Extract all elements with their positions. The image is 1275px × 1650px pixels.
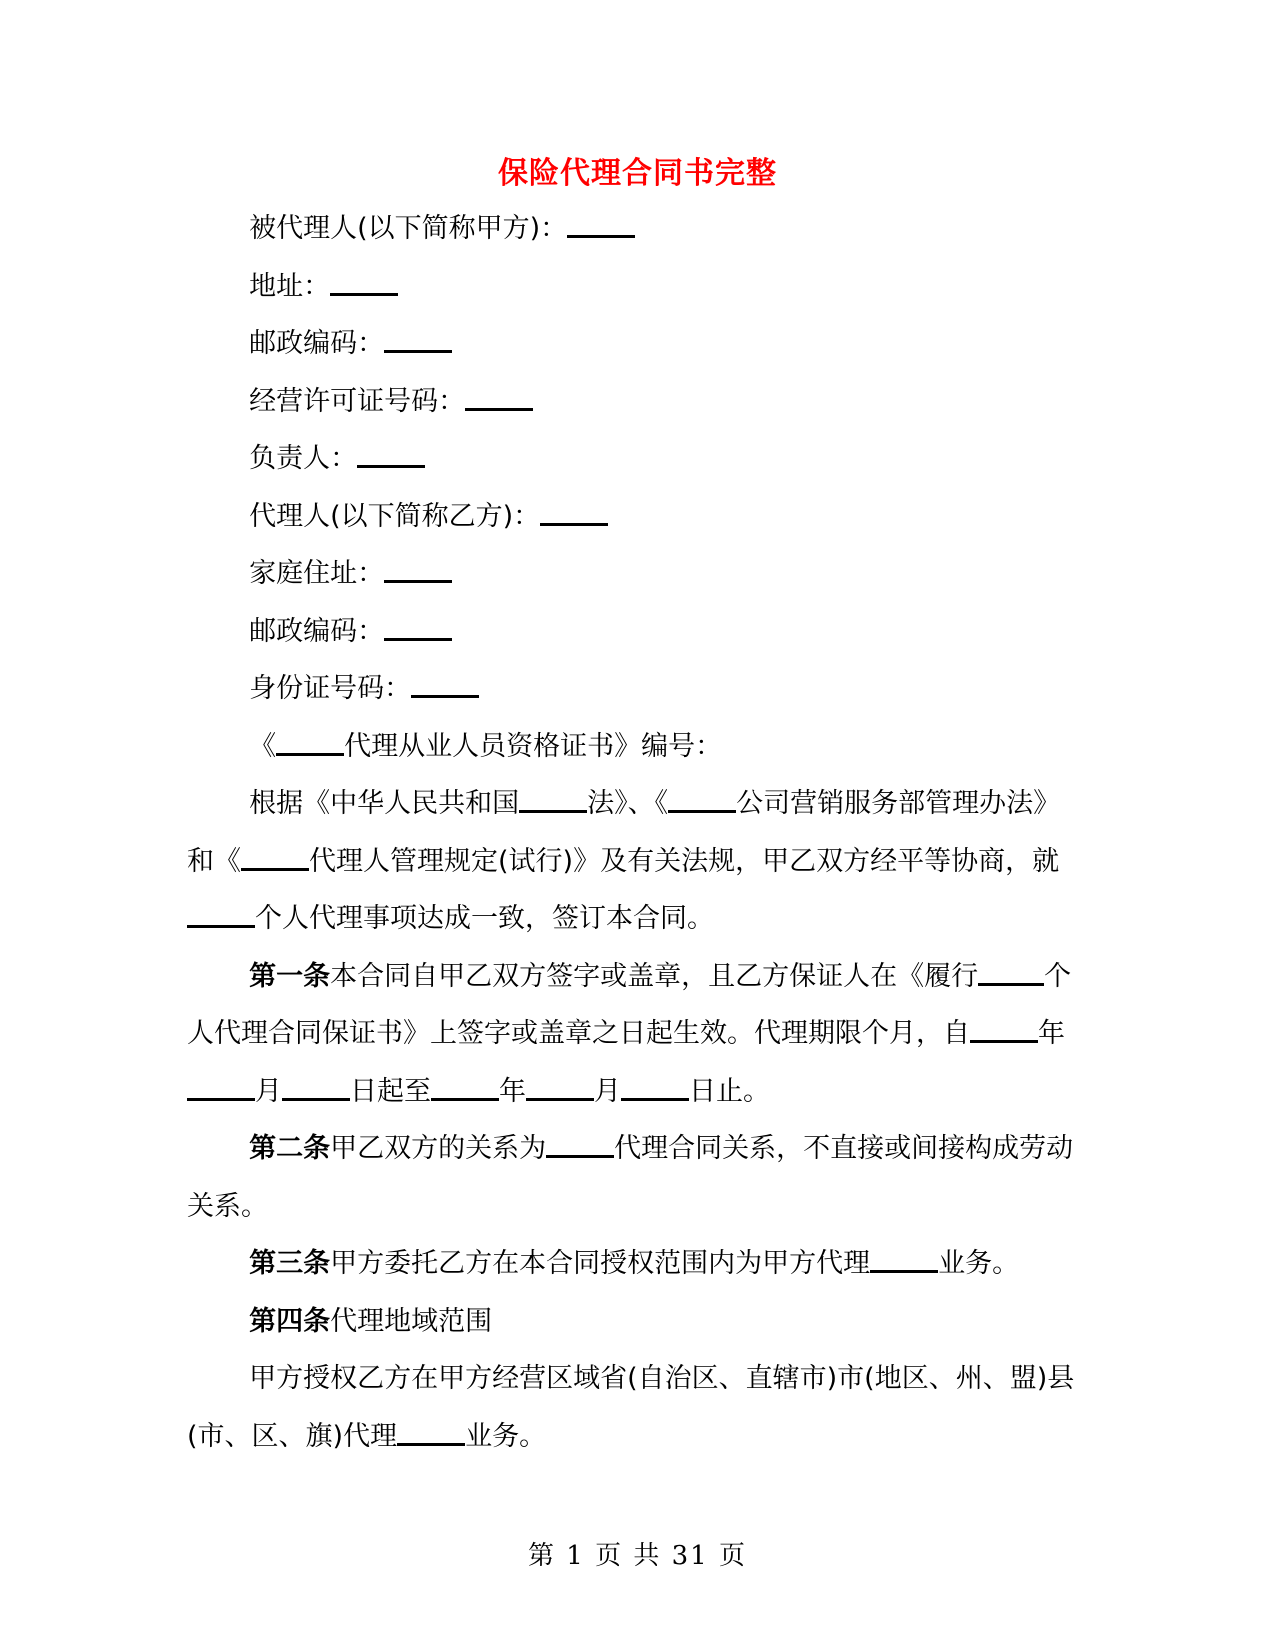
field-manager: [187, 430, 1087, 488]
fill-blank: [519, 783, 587, 813]
text: 根据《中华人民共和国: [249, 788, 520, 819]
text: 年: [1038, 1018, 1065, 1049]
scope-paragraph: [187, 1350, 1087, 1465]
field-address: [187, 258, 1087, 316]
fill-blank: [567, 208, 635, 238]
fill-blank: [1018, 956, 1044, 986]
fill-blank: [384, 553, 452, 583]
document-title: 保险代理合同书完整: [498, 156, 777, 191]
fill-blank: [397, 1416, 465, 1446]
cert-open: 《: [249, 730, 277, 762]
intro-paragraph: [187, 775, 1087, 948]
field-agent: [187, 488, 1087, 546]
fill-blank: [526, 1071, 594, 1101]
article-1: [187, 948, 1087, 1121]
field-label: 被代理人(以下简称甲方)：: [249, 213, 568, 244]
article-2: [187, 1120, 1087, 1235]
text: 个人代理合同保证书》上签字或盖章之日起生效。代理期限个月，自: [187, 960, 1072, 1049]
page-number: 第 1 页 共 31 页: [528, 1541, 747, 1571]
fill-blank: [621, 1071, 689, 1101]
text: 日起至: [350, 1075, 431, 1107]
field-label: 地址：: [249, 270, 331, 302]
field-postcode: [187, 315, 1087, 373]
fill-blank: [978, 956, 1018, 986]
field-label: 负责人：: [249, 443, 358, 474]
fill-blank: [465, 381, 533, 411]
field-label: 邮政编码：: [249, 615, 385, 647]
fill-blank: [384, 611, 452, 641]
fill-blank: [187, 1071, 255, 1101]
text: 公司营销服务部管理办法》和《: [187, 788, 1061, 877]
fill-blank: [330, 266, 398, 296]
article-label: 第四条: [249, 1305, 331, 1337]
fill-blank: [540, 496, 608, 526]
fill-blank: [411, 668, 479, 698]
article-3: [187, 1235, 1087, 1293]
cert-label: 代理从业人员资格证书》编号：: [344, 730, 723, 762]
text: 甲方委托乙方在本合同授权范围内为甲方代理: [330, 1248, 871, 1279]
text: 日止。: [689, 1075, 770, 1107]
fill-blank: [431, 1071, 499, 1101]
field-label: 邮政编码：: [249, 328, 385, 359]
field-label: 经营许可证号码：: [249, 385, 466, 417]
fill-blank: [276, 726, 344, 756]
text: 个人代理事项达成一致，签订本合同。: [255, 903, 714, 934]
field-id-number: [187, 660, 1087, 718]
text: 甲乙双方的关系为: [330, 1133, 547, 1164]
fill-blank: [870, 1243, 938, 1273]
text: 代理合同关系，不直接或间接构成劳动关系。: [187, 1133, 1074, 1222]
field-postcode-2: [187, 603, 1087, 661]
article-label: 第三条: [249, 1248, 331, 1279]
text: 月: [594, 1075, 621, 1107]
field-home-address: [187, 545, 1087, 603]
text: 代理地域范围: [330, 1305, 493, 1337]
document-body: [187, 200, 1087, 1465]
field-label: 家庭住址：: [249, 558, 385, 589]
text: 业务。: [465, 1420, 547, 1452]
text: 年: [499, 1075, 526, 1107]
article-label: 第一条: [249, 960, 331, 992]
text: 代理人管理规定(试行)》及有关法规，甲乙双方经平等协商，就: [309, 845, 1060, 877]
field-label: 身份证号码：: [249, 673, 412, 704]
text: 月: [255, 1075, 282, 1107]
article-label: 第二条: [249, 1133, 331, 1164]
fill-blank: [546, 1128, 614, 1158]
field-label: 代理人(以下简称乙方)：: [249, 500, 541, 532]
fill-blank: [668, 783, 736, 813]
field-license: [187, 373, 1087, 431]
article-4: [187, 1293, 1087, 1351]
fill-blank: [241, 841, 309, 871]
fill-blank: [282, 1071, 350, 1101]
text: 甲方授权乙方在甲方经营区域省(自治区、直辖市)市(地区、州、盟)县(市、区、旗)代理: [187, 1363, 1075, 1452]
text: 法》、《: [587, 788, 669, 819]
field-principal: [187, 200, 1087, 258]
fill-blank: [187, 898, 255, 928]
fill-blank: [970, 1013, 1038, 1043]
field-certificate: [187, 718, 1087, 776]
fill-blank: [357, 438, 425, 468]
text: 本合同自甲乙双方签字或盖章，且乙方保证人在《履行: [330, 960, 979, 992]
text: 业务。: [938, 1248, 1020, 1279]
fill-blank: [384, 323, 452, 353]
